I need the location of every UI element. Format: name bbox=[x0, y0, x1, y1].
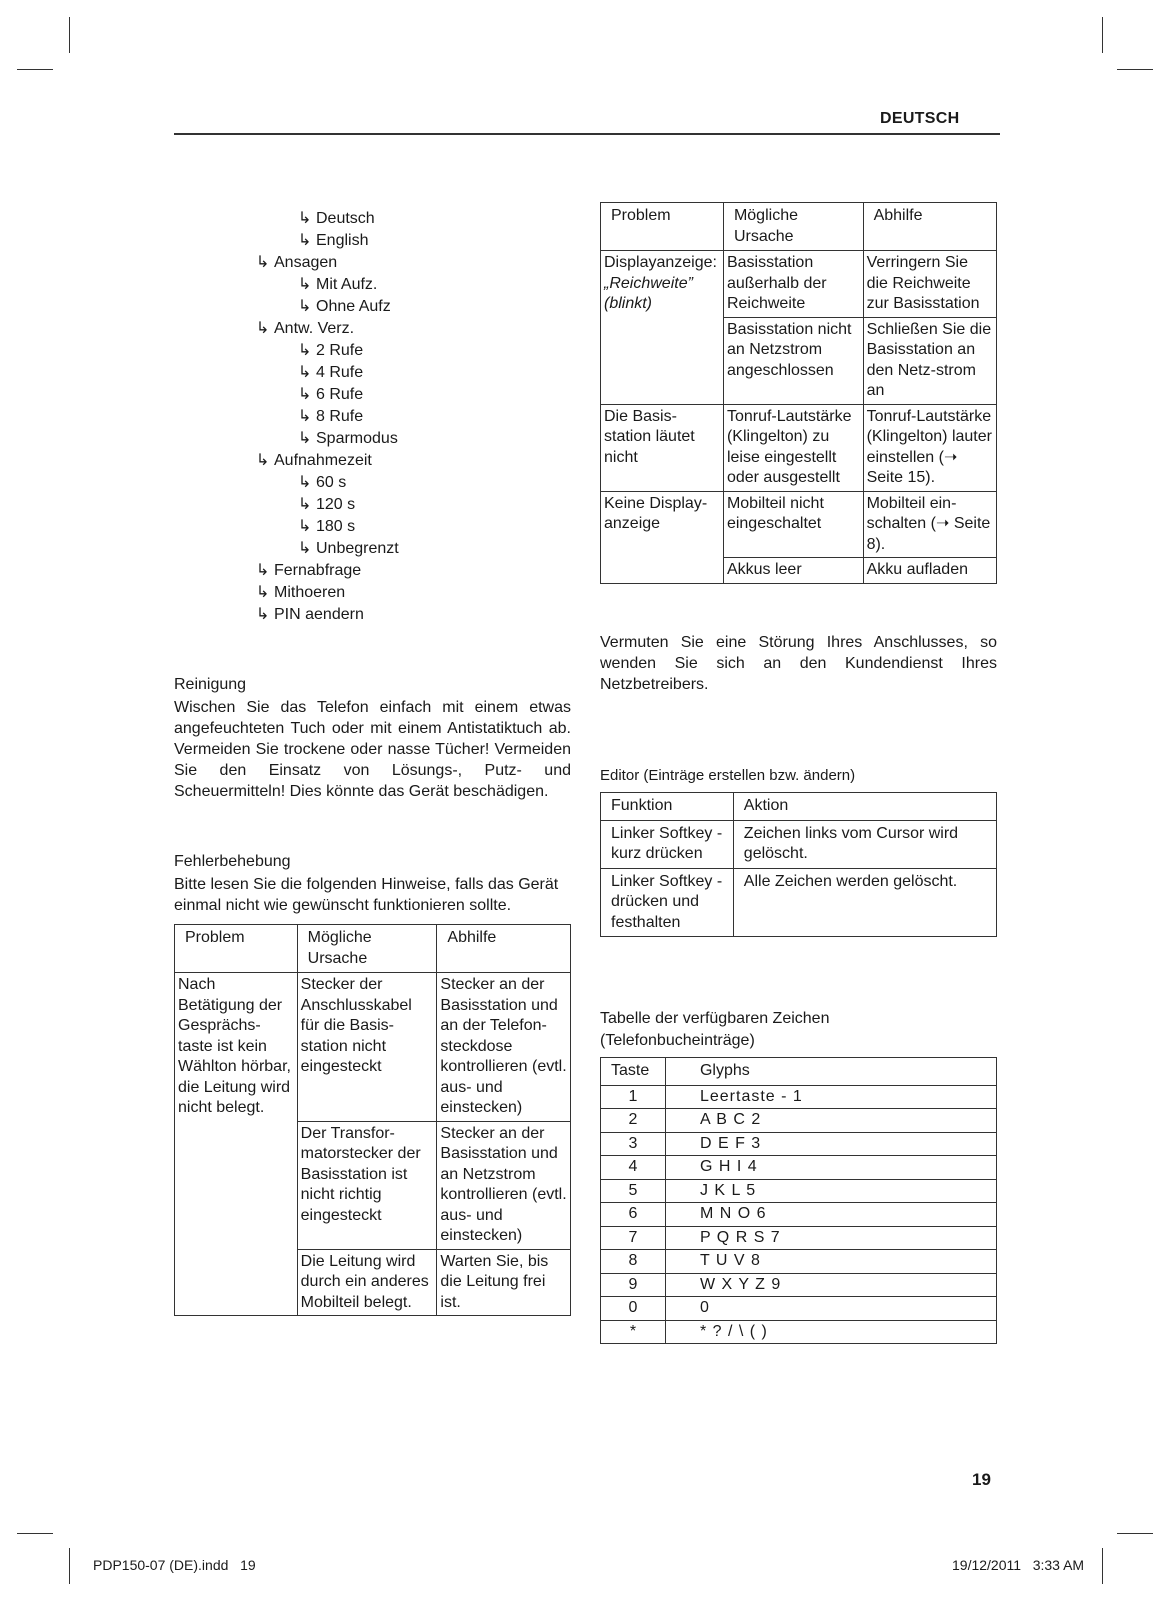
cause-cell: Akkus leer bbox=[723, 558, 863, 584]
table-row bbox=[601, 1320, 997, 1344]
menu-item-label: Antw. Verz. bbox=[274, 320, 355, 337]
menu-item-label: Mit Aufz. bbox=[316, 276, 378, 293]
cause-cell: Mobilteil nicht eingeschaltet bbox=[723, 491, 863, 558]
submenu-arrow-icon: ↳ bbox=[298, 474, 312, 491]
menu-item-label: Aufnahmezeit bbox=[274, 452, 372, 469]
submenu-arrow-icon: ↳ bbox=[298, 276, 312, 293]
problem-cell: Keine Display-anzeige bbox=[601, 491, 724, 583]
glyphs-cell: A B C 2 bbox=[665, 1109, 996, 1133]
key-cell: 8 bbox=[601, 1250, 666, 1274]
glyphs-cell: P Q R S 7 bbox=[665, 1226, 996, 1250]
submenu-arrow-icon: ↳ bbox=[298, 430, 312, 447]
header-problem: Problem bbox=[601, 203, 724, 251]
table-header-row bbox=[601, 793, 997, 821]
menu-tree-item bbox=[298, 516, 355, 538]
header-problem: Problem bbox=[175, 925, 298, 973]
table-row bbox=[601, 1250, 997, 1274]
menu-item-label: Deutsch bbox=[316, 210, 375, 227]
table-header-row bbox=[175, 925, 571, 973]
reinigung-text: Wischen Sie das Telefon einfach mit einem etwas angefeuchteten Tuch oder mit einem Antistatiktuch ab. Vermeiden Sie trockene oder nasse Tücher! Vermeiden Sie den Einsatz von Lösungs-, Putz- und Scheuermitteln! Dies könnte das Gerät beschädigen. bbox=[174, 699, 571, 800]
key-cell: 3 bbox=[601, 1132, 666, 1156]
submenu-arrow-icon: ↳ bbox=[298, 408, 312, 425]
key-cell: * bbox=[601, 1320, 666, 1344]
header-remedy: Abhilfe bbox=[863, 203, 996, 251]
menu-tree-item bbox=[256, 560, 361, 582]
problem-cell: Nach Betätigung der Gesprächs-taste ist kein Wählton hörbar, die Leitung wird nicht belegt. bbox=[175, 973, 298, 1316]
table-header-row bbox=[601, 1058, 997, 1086]
problem-cell: Die Basis-station läutet nicht bbox=[601, 404, 724, 491]
menu-tree-item bbox=[298, 538, 399, 560]
crop-mark-bottom-left-h bbox=[17, 1533, 53, 1534]
crop-mark-bottom-right-h bbox=[1117, 1533, 1153, 1534]
glyphs-cell: G H I 4 bbox=[665, 1156, 996, 1180]
menu-tree-item bbox=[256, 252, 337, 274]
problem-line: Displayanzeige: bbox=[604, 254, 717, 271]
trouble-table-left bbox=[174, 924, 571, 1316]
glyphs-cell: * ? / \ ( ) bbox=[665, 1320, 996, 1344]
cause-cell: Die Leitung wird durch ein anderes Mobilteil belegt. bbox=[297, 1249, 437, 1316]
reinigung-title: Reinigung bbox=[174, 676, 247, 693]
header-glyphs: Glyphs bbox=[665, 1058, 996, 1086]
menu-item-label: Sparmodus bbox=[316, 430, 398, 447]
editor-title: Editor (Einträge erstellen bzw. ändern) bbox=[600, 767, 856, 784]
key-cell: 6 bbox=[601, 1203, 666, 1227]
menu-tree-item bbox=[298, 296, 391, 318]
submenu-arrow-icon: ↳ bbox=[298, 210, 312, 227]
crop-mark-bottom-left-v bbox=[69, 1548, 70, 1584]
problem-blink-text: (blinkt) bbox=[604, 295, 653, 312]
menu-item-label: 6 Rufe bbox=[316, 386, 364, 403]
submenu-arrow-icon: ↳ bbox=[256, 584, 270, 601]
remedy-text: Mobilteil ein-schalten bbox=[866, 494, 957, 532]
glyphs-title-line1: Tabelle der verfügbaren Zeichen bbox=[600, 1010, 830, 1027]
menu-tree-item bbox=[256, 582, 345, 604]
remedy-cell: Stecker an der Basisstation und an der Telefon-steckdose kontrollieren (evtl. aus- und einstecken) bbox=[437, 973, 571, 1122]
key-cell: 7 bbox=[601, 1226, 666, 1250]
table-row bbox=[601, 1109, 997, 1133]
remedy-cell: Schließen Sie die Basisstation an den Netz-strom an bbox=[863, 317, 996, 404]
header-cause: Mögliche Ursache bbox=[297, 925, 437, 973]
menu-item-label: 8 Rufe bbox=[316, 408, 364, 425]
submenu-arrow-icon: ↳ bbox=[256, 606, 270, 623]
menu-item-label: Mithoeren bbox=[274, 584, 346, 601]
menu-item-label: 60 s bbox=[316, 474, 347, 491]
menu-tree-item bbox=[298, 274, 377, 296]
menu-item-label: 120 s bbox=[316, 496, 356, 513]
footer-file: PDP150-07 (DE).indd 19 bbox=[93, 1557, 256, 1573]
cause-cell: Stecker der Anschlusskabel für die Basis-station nicht eingesteckt bbox=[297, 973, 437, 1122]
glyphs-cell: W X Y Z 9 bbox=[665, 1273, 996, 1297]
menu-tree-item bbox=[256, 450, 372, 472]
glyphs-cell: 0 bbox=[665, 1297, 996, 1321]
editor-table bbox=[600, 792, 997, 937]
remedy-text: Tonruf-Lautstärke (Klingelton) lauter einstellen bbox=[866, 407, 992, 466]
key-cell: 1 bbox=[601, 1085, 666, 1109]
menu-tree-item bbox=[298, 428, 398, 450]
fehlerbehebung-title: Fehlerbehebung bbox=[174, 853, 291, 870]
submenu-arrow-icon: ↳ bbox=[298, 232, 312, 249]
table-row bbox=[601, 1273, 997, 1297]
action-cell: Zeichen links vom Cursor wird gelöscht. bbox=[733, 820, 996, 868]
function-cell: Linker Softkey - drücken und festhalten bbox=[601, 868, 734, 937]
page-number: 19 bbox=[972, 1470, 991, 1489]
remedy-cell: Verringern Sie die Reichweite zur Basisstation bbox=[863, 251, 996, 318]
menu-tree-item bbox=[256, 604, 364, 626]
submenu-arrow-icon: ↳ bbox=[298, 540, 312, 557]
cause-cell: Tonruf-Lautstärke (Klingelton) zu leise eingestellt oder ausgestellt bbox=[723, 404, 863, 491]
menu-item-label: English bbox=[316, 232, 369, 249]
fehlerbehebung-intro: Bitte lesen Sie die folgenden Hinweise, falls das Gerät einmal nicht wie gewünscht funktionieren sollte. bbox=[174, 876, 559, 914]
header-remedy: Abhilfe bbox=[437, 925, 571, 973]
glyphs-cell: M N O 6 bbox=[665, 1203, 996, 1227]
crop-mark-bottom-right-v bbox=[1102, 1548, 1103, 1584]
problem-display-text: „Reichweite” bbox=[604, 274, 693, 292]
glyphs-cell: Leertaste - 1 bbox=[665, 1085, 996, 1109]
table-row bbox=[175, 973, 571, 1122]
table-row bbox=[601, 404, 997, 491]
action-cell: Alle Zeichen werden gelöscht. bbox=[733, 868, 996, 937]
submenu-arrow-icon: ↳ bbox=[256, 452, 270, 469]
menu-tree-item bbox=[298, 384, 363, 406]
table-row bbox=[601, 1203, 997, 1227]
table-row bbox=[601, 1156, 997, 1180]
glyphs-cell: J K L 5 bbox=[665, 1179, 996, 1203]
menu-tree-item bbox=[256, 318, 354, 340]
language-header: DEUTSCH bbox=[880, 110, 960, 127]
menu-tree-item bbox=[298, 406, 363, 428]
table-row bbox=[601, 820, 997, 868]
menu-item-label: Unbegrenzt bbox=[316, 540, 399, 557]
remedy-cell: Tonruf-Lautstärke (Klingelton) lauter einstellen (➝ Seite 15). bbox=[863, 404, 996, 491]
menu-tree-item bbox=[298, 230, 368, 252]
page-reference: Seite 8). bbox=[866, 515, 991, 553]
menu-item-label: PIN aendern bbox=[274, 606, 364, 623]
key-cell: 9 bbox=[601, 1273, 666, 1297]
menu-item-label: Ohne Aufz bbox=[316, 298, 391, 315]
arrow-right-icon: ➝ bbox=[943, 448, 958, 466]
key-cell: 0 bbox=[601, 1297, 666, 1321]
trouble-table-right bbox=[600, 202, 997, 584]
glyphs-title-line2: (Telefonbucheinträge) bbox=[600, 1032, 755, 1049]
crop-mark-top-right-v bbox=[1102, 17, 1103, 53]
menu-tree-item bbox=[298, 494, 355, 516]
header-function: Funktion bbox=[601, 793, 734, 821]
remedy-cell: Mobilteil ein-schalten (➝ Seite 8). bbox=[863, 491, 996, 558]
submenu-arrow-icon: ↳ bbox=[298, 518, 312, 535]
submenu-arrow-icon: ↳ bbox=[298, 298, 312, 315]
table-row bbox=[601, 1226, 997, 1250]
submenu-arrow-icon: ↳ bbox=[256, 320, 270, 337]
cause-cell: Basisstation außerhalb der Reichweite bbox=[723, 251, 863, 318]
menu-item-label: 180 s bbox=[316, 518, 356, 535]
glyphs-cell: D E F 3 bbox=[665, 1132, 996, 1156]
submenu-arrow-icon: ↳ bbox=[256, 254, 270, 271]
remedy-cell: Akku aufladen bbox=[863, 558, 996, 584]
table-row bbox=[601, 251, 997, 318]
function-cell: Linker Softkey - kurz drücken bbox=[601, 820, 734, 868]
table-row bbox=[601, 868, 997, 937]
glyphs-cell: T U V 8 bbox=[665, 1250, 996, 1274]
header-action: Aktion bbox=[733, 793, 996, 821]
key-cell: 5 bbox=[601, 1179, 666, 1203]
cause-cell: Basisstation nicht an Netzstrom angeschlossen bbox=[723, 317, 863, 404]
table-row bbox=[601, 491, 997, 558]
remedy-cell: Stecker an der Basisstation und an Netzstrom kontrollieren (evtl. aus- und einstecken) bbox=[437, 1121, 571, 1249]
submenu-arrow-icon: ↳ bbox=[298, 386, 312, 403]
arrow-right-icon: ➝ bbox=[935, 515, 950, 532]
submenu-arrow-icon: ↳ bbox=[298, 342, 312, 359]
table-row bbox=[601, 1132, 997, 1156]
key-cell: 4 bbox=[601, 1156, 666, 1180]
table-row bbox=[601, 1179, 997, 1203]
menu-tree-item bbox=[298, 340, 363, 362]
submenu-arrow-icon: ↳ bbox=[298, 364, 312, 381]
crop-mark-top-right-h bbox=[1117, 69, 1153, 70]
menu-tree-item bbox=[298, 362, 363, 384]
remedy-cell: Warten Sie, bis die Leitung frei ist. bbox=[437, 1249, 571, 1316]
header-key: Taste bbox=[601, 1058, 666, 1086]
footer-datetime: 19/12/2011 3:33 AM bbox=[952, 1557, 1085, 1573]
table-row bbox=[601, 1085, 997, 1109]
crop-mark-top-left-h bbox=[17, 69, 53, 70]
header-rule bbox=[174, 133, 1000, 135]
table-row bbox=[601, 1297, 997, 1321]
cause-cell: Der Transfor-matorstecker der Basisstation ist nicht richtig eingesteckt bbox=[297, 1121, 437, 1249]
menu-item-label: Ansagen bbox=[274, 254, 338, 271]
table-header-row bbox=[601, 203, 997, 251]
submenu-arrow-icon: ↳ bbox=[298, 496, 312, 513]
menu-tree-item bbox=[298, 472, 346, 494]
menu-tree-item bbox=[298, 208, 375, 230]
menu-item-label: 2 Rufe bbox=[316, 342, 364, 359]
menu-item-label: 4 Rufe bbox=[316, 364, 364, 381]
glyphs-table bbox=[600, 1057, 997, 1344]
submenu-arrow-icon: ↳ bbox=[256, 562, 270, 579]
key-cell: 2 bbox=[601, 1109, 666, 1133]
provider-note: Vermuten Sie eine Störung Ihres Anschlusses, so wenden Sie sich an den Kundendienst Ihres Netzbetreibers. bbox=[600, 634, 997, 693]
page-reference: Seite 15). bbox=[866, 469, 936, 486]
crop-mark-top-left-v bbox=[69, 17, 70, 53]
header-cause: Mögliche Ursache bbox=[723, 203, 863, 251]
problem-cell bbox=[601, 251, 724, 405]
menu-item-label: Fernabfrage bbox=[274, 562, 362, 579]
